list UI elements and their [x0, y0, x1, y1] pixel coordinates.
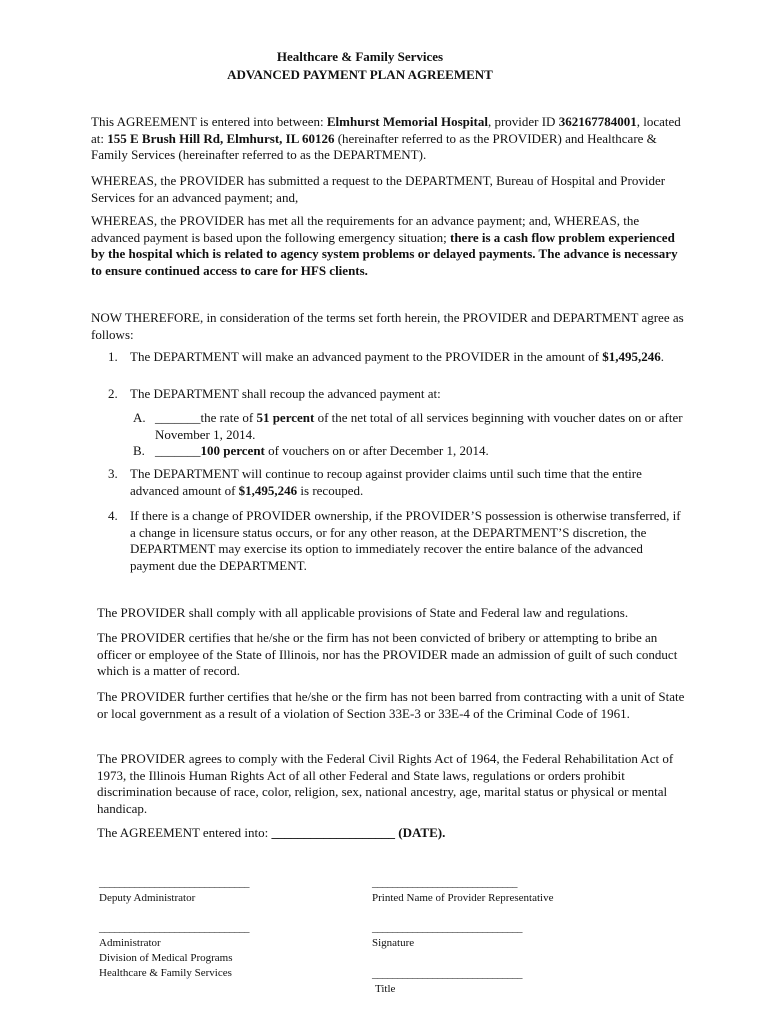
- item-text: If there is a change of PROVIDER ownership, if the PROVIDER’S possession is otherwise transferred, if a change in licensure status occurs, or for any other reason, at the DEPARTMENT’S discretion, the DEPARTMENT may exercise its option to immediately recover the entire balance of the advanced payment due the DEPARTMENT.: [130, 508, 681, 573]
- intro-text: (hereinafter referred to as the PROVIDER) and Healthcare & Family Services (hereinafter referred to as the DEPARTMENT).: [91, 130, 657, 162]
- clause-barred: The PROVIDER further certifies that he/she or the firm has not been barred from contracting with a unit of State or local government as a result of a violation of Section 33E-3 or 33E-4 of the Criminal Code of 1961.: [97, 689, 685, 721]
- division-label: Division of Medical Programs: [99, 952, 233, 964]
- signature-line: ______________________________: [99, 877, 249, 889]
- blank-line: _______: [155, 410, 201, 425]
- org-name: Healthcare & Family Services: [276, 49, 444, 64]
- item-text: is recouped.: [297, 482, 364, 498]
- provider-id: 362167784001: [558, 114, 637, 129]
- provider-signature-block: [372, 921, 522, 951]
- list-number: 3.: [108, 466, 118, 481]
- deputy-administrator-label: Deputy Administrator: [99, 892, 196, 904]
- intro-text: This AGREEMENT is entered into between:: [91, 114, 327, 129]
- item-text: .: [660, 349, 664, 364]
- deputy-signature-block: [99, 876, 249, 906]
- sub-letter: B.: [133, 443, 145, 458]
- item-text: The DEPARTMENT will continue to recoup against provider claims until such time that the entire advanced amount of: [130, 466, 642, 498]
- signature-line: ______________________________: [372, 968, 522, 980]
- list-number: 4.: [108, 508, 118, 523]
- provider-address: 155 E Brush Hill Rd, Elmhurst, IL 60126: [107, 130, 335, 146]
- recoup-rate: 51 percent: [256, 410, 315, 425]
- administrator-label: Administrator: [99, 937, 161, 949]
- printed-name-block: [372, 876, 553, 906]
- blank-line: _______: [155, 443, 201, 458]
- signature-line: ______________________________: [99, 922, 249, 934]
- whereas-text: WHEREAS, the PROVIDER has met all the requirements for an advance payment; and, WHEREAS, the advanced payment is based upon the following emergency situation;: [91, 213, 640, 245]
- list-number: 1.: [108, 349, 118, 364]
- list-number: 2.: [108, 386, 118, 401]
- signature-line: _____________________________: [372, 877, 517, 889]
- administrator-signature-block: [99, 921, 249, 981]
- emergency-situation: there is a cash flow problem experienced by the hospital which is related to agency system problems or delayed payments. The advance is necessary to ensure continued access to care for HFS clients.: [91, 229, 678, 278]
- clause-civil-rights: The PROVIDER agrees to comply with the Federal Civil Rights Act of 1964, the Federal Rehabilitation Act of 1973, the Illinois Human Rights Act of all other Federal and State laws, regulations or orders prohibit discrimination because of race, color, religion, sex, national ancestry, age, marital status or physical or mental handicap.: [97, 751, 674, 816]
- advance-amount: $1,495,246: [238, 482, 298, 498]
- item-text: The DEPARTMENT will make an advanced payment to the PROVIDER in the amount of: [130, 349, 603, 364]
- date-blank: ___________________: [271, 825, 396, 840]
- department-label: Healthcare & Family Services: [99, 967, 232, 979]
- item-text: The DEPARTMENT shall recoup the advanced payment at:: [130, 386, 441, 401]
- item-text: of vouchers on or after December 1, 2014.: [264, 443, 489, 458]
- document-header: [0, 48, 720, 84]
- provider-name: Elmhurst Memorial Hospital: [326, 114, 488, 129]
- date-label: (DATE).: [395, 825, 446, 840]
- sub-letter: A.: [133, 410, 146, 425]
- title-signature-block: [372, 967, 522, 997]
- whereas-paragraph-1: WHEREAS, the PROVIDER has submitted a request to the DEPARTMENT, Bureau of Hospital and Provider Services for an advanced payment; and,: [91, 173, 666, 205]
- clause-bribery: The PROVIDER certifies that he/she or the firm has not been convicted of bribery or attempting to bribe an officer or employee of the State of Illinois, nor has the PROVIDER made an admission of guilt of such conduct which is a matter of record.: [97, 630, 678, 678]
- now-therefore-paragraph: NOW THEREFORE, in consideration of the terms set forth herein, the PROVIDER and DEPARTMENT agree as follows:: [91, 310, 684, 342]
- item-text: the rate of: [200, 410, 257, 425]
- intro-text: , provider ID: [487, 114, 559, 129]
- signature-label: Signature: [372, 937, 415, 949]
- intro-text: , located at:: [91, 114, 681, 146]
- document-title: ADVANCED PAYMENT PLAN AGREEMENT: [227, 67, 493, 82]
- recoup-rate: 100 percent: [200, 443, 265, 458]
- date-line-text: The AGREEMENT entered into:: [97, 825, 272, 840]
- clause-compliance: The PROVIDER shall comply with all applicable provisions of State and Federal law and regulations.: [97, 605, 629, 620]
- signature-line: ______________________________: [372, 922, 522, 934]
- title-label: Title: [375, 983, 396, 995]
- item-text: of the net total of all services beginning with voucher dates on or after November 1, 2014.: [155, 410, 683, 442]
- advance-amount: $1,495,246: [602, 349, 661, 364]
- date-line: [97, 825, 687, 842]
- intro-paragraph: [91, 114, 691, 164]
- printed-name-label: Printed Name of Provider Representative: [372, 892, 554, 904]
- whereas-paragraph-2: [91, 213, 691, 279]
